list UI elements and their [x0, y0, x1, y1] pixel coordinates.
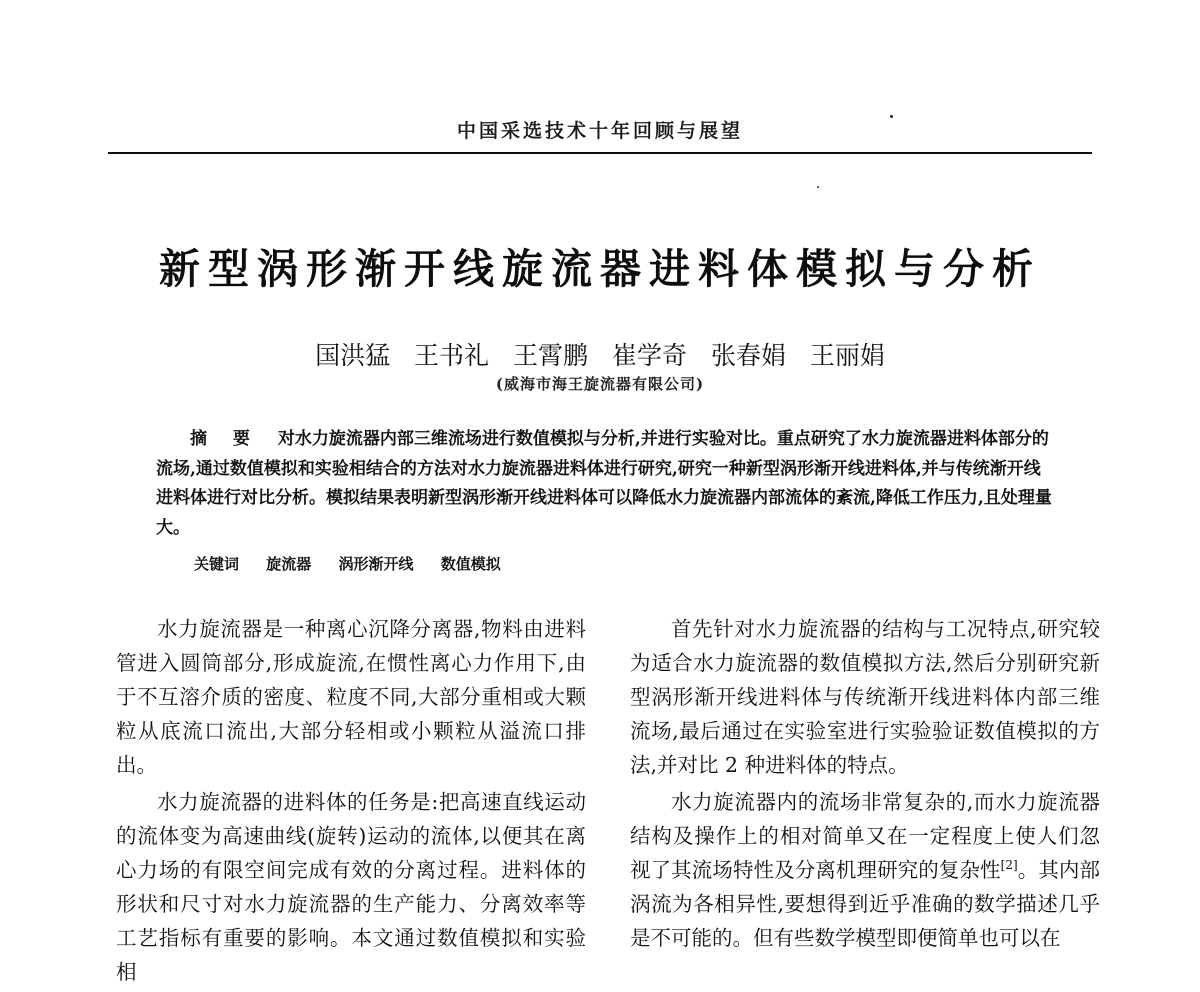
- body-paragraph: 水力旋流器是一种离心沉降分离器,物料由进料管进入圆筒部分,形成旋流,在惯性离心力作用下,由于不互溶介质的密度、粒度不同,大部分重相或大颗粒从底流口流出,大部分轻相或小颗粒从溢流口排出。: [116, 617, 586, 777]
- keywords-label: 关键词: [194, 555, 240, 573]
- author: 崔学奇: [611, 341, 687, 370]
- keyword: 数值模拟: [440, 555, 501, 573]
- body-paragraph: [630, 785, 1100, 955]
- scan-speck: [890, 115, 893, 118]
- author: 王霄鹏: [513, 341, 589, 370]
- author-list: [0, 336, 1200, 372]
- header-rule: [108, 152, 1092, 154]
- affiliation: (威海市海王旋流器有限公司): [495, 375, 705, 393]
- running-header: 中国采选技术十年回顾与展望: [456, 120, 743, 142]
- body-text: 水力旋流器内的流场非常复杂的,而水力旋流器结构及操作上的相对简单又在一定程度上使人们忽视了其流场特性及分离机理研究的复杂性: [630, 790, 1100, 882]
- author: 国洪猛: [315, 341, 391, 370]
- abstract-text: 对水力旋流器内部三维流场进行数值模拟与分析,并进行实验对比。重点研究了水力旋流器进料体部分的流场,通过数值模拟和实验相结合的方法对水力旋流器进料体进行研究,研究一种新型涡形渐开线进料体,并与传统渐开线进料体进行对比分析。模拟结果表明新型涡形渐开线进料体可以降低水力旋流器内部流体的紊流,降低工作压力,且处理量大。: [156, 429, 1052, 538]
- author: 王丽娟: [809, 341, 885, 370]
- body-column-right: [630, 612, 1100, 958]
- keyword: 旋流器: [266, 555, 312, 573]
- abstract-label: 摘 要: [190, 429, 260, 449]
- body-paragraph: 水力旋流器的进料体的任务是:把高速直线运动的流体变为高速曲线(旋转)运动的流体,以便其在离心力场的有限空间完成有效的分离过程。进料体的形状和尺寸对水力旋流器的生产能力、分离效率等工艺指标有重要的影响。本文通过数值模拟和实验相: [116, 790, 586, 984]
- citation-ref[interactable]: [2]: [1000, 858, 1018, 873]
- body-text: 。其内部涡流为各相异性,要想得到近乎准确的数学描述几乎是不可能的。但有些数学模型即便简单也可以在: [630, 858, 1101, 950]
- author: 王书礼: [414, 341, 490, 370]
- body-column-left: [116, 612, 586, 992]
- keywords: [194, 553, 501, 574]
- body-paragraph: 首先针对水力旋流器的结构与工况特点,研究较为适合水力旋流器的数值模拟方法,然后分别研究新型涡形渐开线进料体与传统渐开线进料体内部三维流场,最后通过在实验室进行实验验证数值模拟的方法,并对比 2 种进料体的特点。: [630, 617, 1100, 777]
- article-title: 新型涡形渐开线旋流器进料体模拟与分析: [159, 245, 1041, 293]
- keyword: 涡形渐开线: [338, 555, 414, 573]
- scan-speck: [817, 186, 819, 188]
- abstract: [156, 425, 1056, 543]
- author: 张春娟: [710, 341, 786, 370]
